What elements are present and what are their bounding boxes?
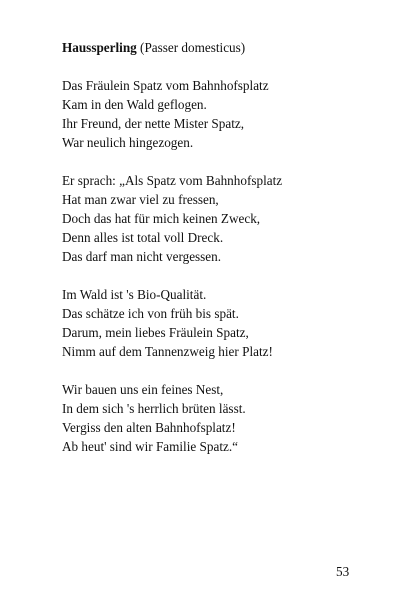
page-number: 53 xyxy=(336,564,350,579)
poem-line: Nimm auf dem Tannenzweig hier Platz! xyxy=(62,344,273,359)
stanza-4 xyxy=(62,380,382,456)
poem-line: Das Fräulein Spatz vom Bahnhofsplatz xyxy=(62,78,269,93)
poem-line: Denn alles ist total voll Dreck. xyxy=(62,230,224,245)
poem-line: Er sprach: „Als Spatz vom Bahnhofsplatz xyxy=(62,173,283,188)
poem-line: Vergiss den alten Bahnhofsplatz! xyxy=(62,420,236,435)
poem-line: War neulich hingezogen. xyxy=(62,135,194,150)
poem-body xyxy=(62,76,382,475)
poem-line: Darum, mein liebes Fräulein Spatz, xyxy=(62,325,249,340)
stanza-1 xyxy=(62,76,382,152)
poem-line: Ab heut' sind wir Familie Spatz.“ xyxy=(62,439,238,454)
poem-line: Das darf man nicht vergessen. xyxy=(62,249,222,264)
stanza-2 xyxy=(62,171,382,266)
poem-line: Im Wald ist 's Bio-Qualität. xyxy=(62,287,207,302)
poem-title-latin: (Passer domesticus) xyxy=(136,40,246,55)
poem-line: In dem sich 's herrlich brüten lässt. xyxy=(62,401,246,416)
poem-line: Hat man zwar viel zu fressen, xyxy=(62,192,219,207)
poem-line: Das schätze ich von früh bis spät. xyxy=(62,306,239,321)
poem-title xyxy=(62,38,245,57)
poem-title-name: Haussperling xyxy=(62,40,137,55)
stanza-3 xyxy=(62,285,382,361)
poem-line: Kam in den Wald geflogen. xyxy=(62,97,207,112)
poem-line: Ihr Freund, der nette Mister Spatz, xyxy=(62,116,245,131)
poem-line: Wir bauen uns ein feines Nest, xyxy=(62,382,224,397)
poem-line: Doch das hat für mich keinen Zweck, xyxy=(62,211,261,226)
